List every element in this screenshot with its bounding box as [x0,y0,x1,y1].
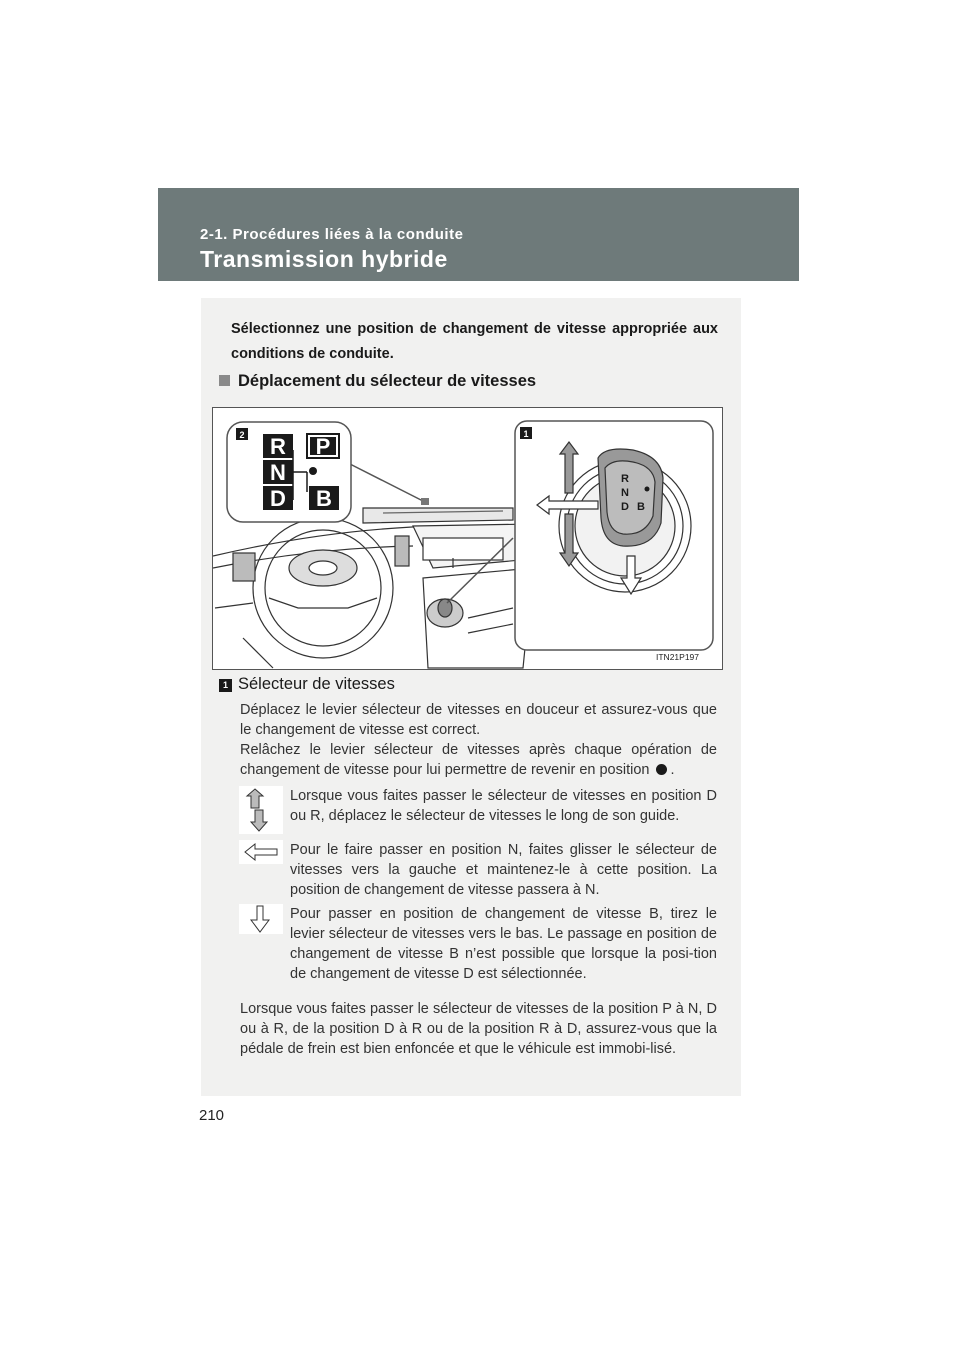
intro-text: Sélectionnez une position de changement de vitesse appropriée aux conditions de conduite. [231,321,718,362]
section-title: 2-1. Procédures liées à la conduite [200,226,464,243]
subheading-text: Déplacement du sélecteur de vitesses [238,372,537,390]
knob-b: B [637,501,645,513]
item-1-label: Sélecteur de vitesses [238,675,395,693]
item-1-heading [219,675,395,694]
item-1-paragraph-1: Déplacez le levier sélecteur de vitesses en douceur et assurez-vous que le changement de vitesse est correct. [240,702,717,738]
instruction-text: Lorsque vous faites passer le sélecteur de vitesses en position D ou R, déplacez le sélecteur de vitesses le long de son guide. [290,788,717,824]
gear-r: R [270,434,286,459]
knob-r: R [621,473,629,485]
knob-d: D [621,501,629,513]
gear-b: B [316,486,332,511]
illustration-svg [213,408,722,669]
closing-paragraph: Lorsque vous faites passer le sélecteur de vitesses de la position P à N, D ou à R, de la position D à R ou de la position R à D, assurez-vous que la pédale de frein est bien enfoncée et que le véhicule est immobi-lisé. [240,1001,717,1057]
gear-n: N [270,460,286,485]
callout-2: 2 [239,430,245,440]
square-bullet-icon [219,375,230,386]
number-1-icon: 1 [219,679,232,692]
gear-d: D [270,486,286,511]
page-number: 210 [199,1107,225,1124]
page-title: Transmission hybride [200,246,448,272]
home-position-dot-icon [656,764,667,775]
item-1-paragraph-2 [240,740,717,780]
figure-code: ITN21P197 [656,652,699,662]
item-1-paragraph-2-text: Relâchez le levier sélecteur de vitesses après chaque opération de changement de vitesse pour lui permettre de revenir en position [240,742,717,778]
callout-1: 1 [523,429,529,439]
gear-p: P [315,434,331,459]
knob-n: N [621,487,629,499]
chapter-header [158,188,799,281]
instruction-text: Pour passer en position de changement de vitesse B, tirez le levier sélecteur de vitesses vers le bas. Le passage en position de changement de vitesse B n’est possible que lorsque la posi-tion de changement de vitesse D est sélectionnée. [290,906,717,982]
left-arrow-icon [239,840,283,864]
up-down-arrow-icon [239,786,283,834]
dashboard-illustration [212,407,723,670]
subheading [219,372,536,391]
instruction-text: Pour le faire passer en position N, faites glisser le sélecteur de vitesses vers la gauche et maintenez-le à cette position. La position de changement de vitesse passera à N. [290,842,717,898]
item-1-paragraph-2-end: . [670,762,675,778]
down-arrow-icon [239,904,283,934]
